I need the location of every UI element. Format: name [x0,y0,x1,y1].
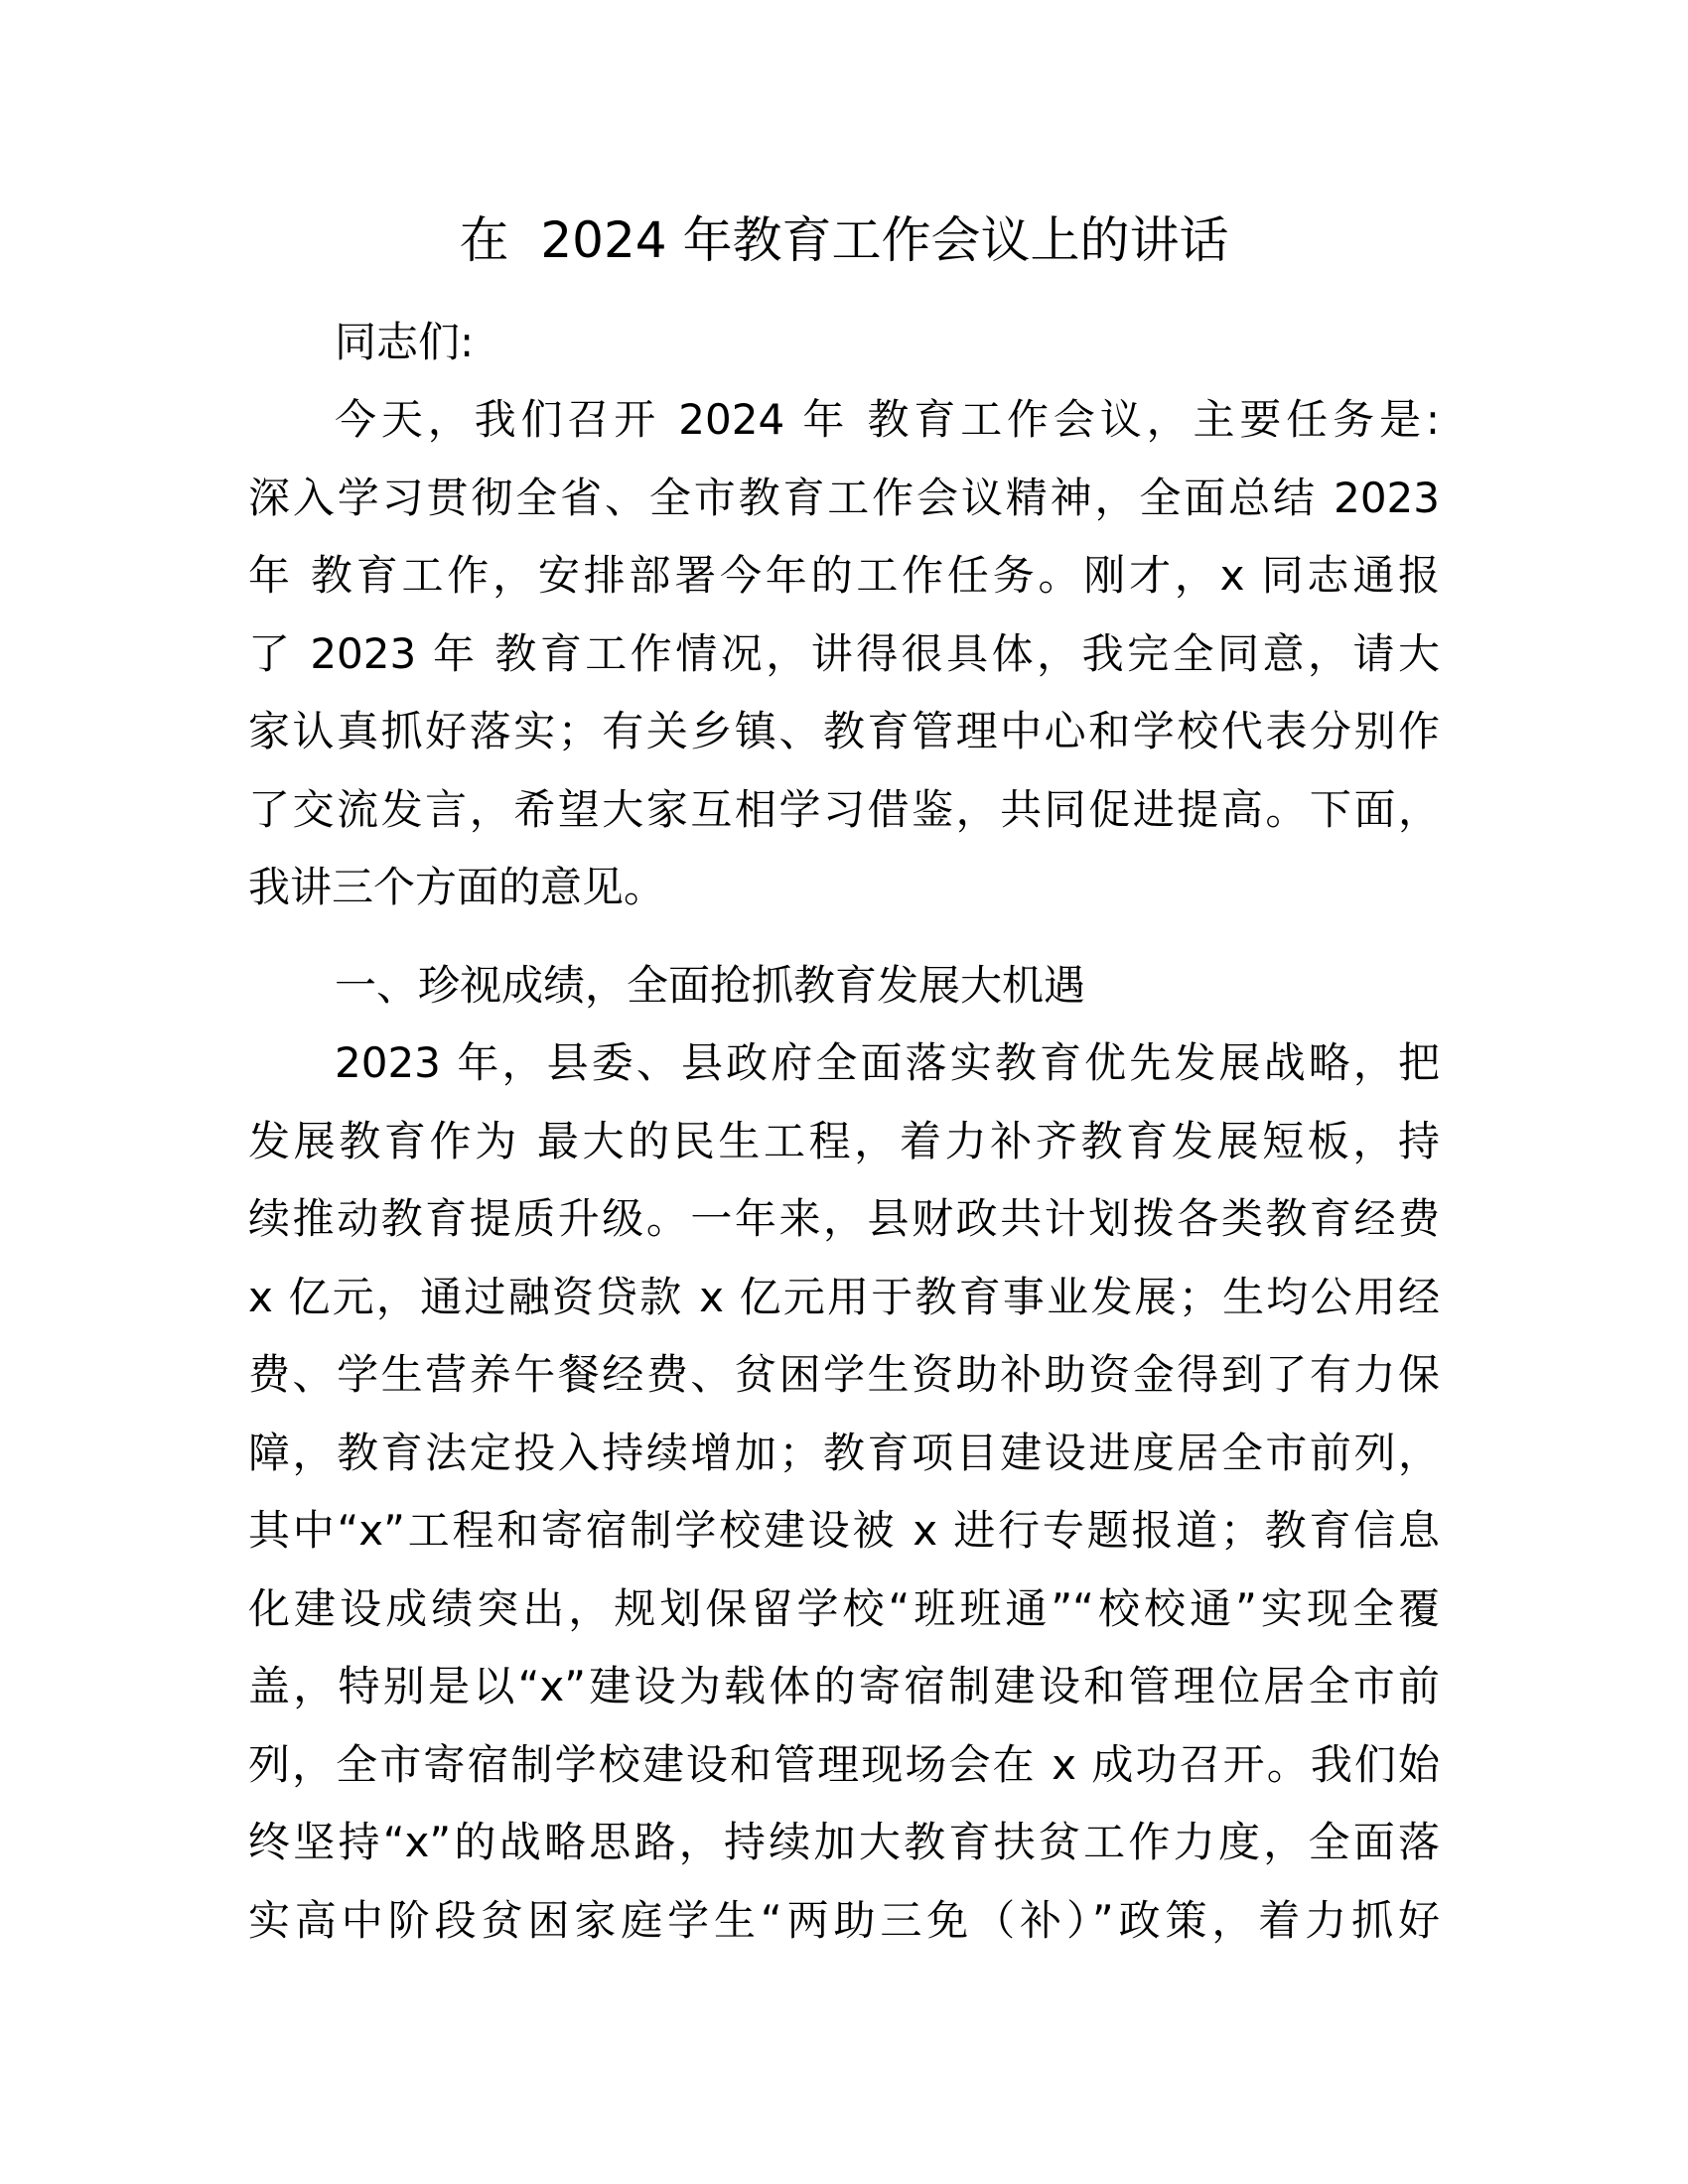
text-line: 了 2023 年 教育工作情况，讲得很具体，我完全同意，请大 [248,628,1440,678]
text-line: 障，教育法定投入持续增加；教育项目建设进度居全市前列， [248,1428,1440,1477]
text-line: 今天，我们召开 2024 年 教育工作会议，主要任务是: [335,395,1440,444]
text-line: 发展教育作为 最大的民生工程，着力补齐教育发展短板，持 [248,1116,1440,1165]
text-line: 了交流发言，希望大家互相学习借鉴，共同促进提高。下面， [248,784,1440,834]
section-heading-1 [248,947,1440,1025]
text-line: 续推动教育提质升级。一年来，县财政共计划拨各类教育经费 [248,1194,1440,1243]
text-line: 实高中阶段贫困家庭学生“两助三免（补）”政策，着力抓好 [248,1895,1440,1945]
text-line: 年 教育工作，安排部署今年的工作任务。刚才，x 同志通报 [248,551,1440,600]
text-line: 终坚持“x”的战略思路，持续加大教育扶贫工作力度，全面落 [248,1818,1440,1866]
salutation: 同志们: [335,318,475,366]
text-line: 化建设成绩突出，规划保留学校“班班通”“校校通”实现全覆 [248,1583,1440,1633]
text-line: 深入学习贯彻全省、全市教育工作会议精神，全面总结 2023 [248,473,1440,522]
text-line: 其中“x”工程和寄宿制学校建设被 x 进行专题报道；教育信息 [248,1506,1440,1555]
text-line: 2023 年，县委、县政府全面落实教育优先发展战略，把 [335,1038,1440,1087]
text-line: 盖，特别是以“x”建设为载体的寄宿制建设和管理位居全市前 [248,1662,1440,1710]
text-line: 费、学生营养午餐经费、贫困学生资助补助资金得到了有力保 [248,1350,1440,1399]
paragraph-1 [248,381,1440,927]
paragraph-2 [248,1024,1440,1960]
section-heading: 一、珍视成绩，全面抢抓教育发展大机遇 [335,961,1086,1010]
document-title: 在 2024 年教育工作会议上的讲话 [459,211,1229,269]
text-line: 家认真抓好落实；有关乡镇、教育管理中心和学校代表分别作 [248,707,1440,755]
text-line: 列，全市寄宿制学校建设和管理现场会在 x 成功召开。我们始 [248,1739,1440,1789]
text-line: 我讲三个方面的意见。 [248,863,666,911]
text-line: x 亿元，通过融资贷款 x 亿元用于教育事业发展；生均公用经 [248,1272,1440,1321]
